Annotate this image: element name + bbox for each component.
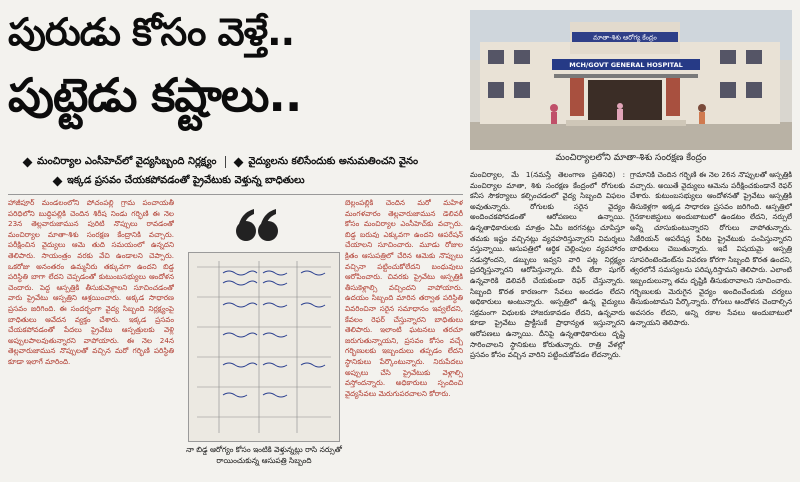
subheadline-2: వైద్యులను కలిసేందుకు అనుమతించని వైనం <box>248 156 419 167</box>
hospital-photo <box>470 10 792 150</box>
sign-top-text: మాతా-శిశు ఆరోగ్య కేంద్రం <box>593 33 657 42</box>
document-photo-caption: నా బిడ్డ ఆరోగ్యం కోసం ఇంటికి వెళ్తున్నట్లు రాసి నర్సుతో రాయించుకున్న ఆసుపత్రి సిబ్బంది <box>186 445 342 465</box>
consent-document-photo <box>188 252 340 442</box>
subheadline-1: మంచిర్యాల ఎంసీహెచ్‌లో వైద్యసిబ్బంది నిర్లక్ష్యం <box>37 156 217 167</box>
article-column-4: మంచిర్యాల, మే 1(నమస్తే తెలంగాణ ప్రతినిధి) : మంచిర్యాల మాతా, శిశు సంరక్షణ కేంద్రంలో రోగులకు కనీస సౌకర్యాలు కల్పించడంలో వైద్య సిబ్బంది విఫలం అవుతున్నారు. రోగులకు సరైన వైద్యం అందించకపోవడంతో ఆరోపణలు ఉన్నాయి. ఉన్నతాధికారులకు మాత్రం ఏమీ జరగనట్లు చూపిస్తూ తమకు ఇష్టం వచ్చినట్లు వ్యవహరిస్తున్నారని విమర్శలు వస్తున్నాయి. ఆసుపత్రిలో ఆర్థిక చెల్లింపుల వ్యవహారం నడుస్తోందని, డబ్బులు ఇవ్వని వారి పట్ల నిర్లక్ష్యం ప్రదర్శిస్తున్నారని ఆరోపిస్తున్నారు. బీపీ లేదా షుగర్‌ ఉన్నవారికి డెలివరీ చేయకుండా రెఫర్‌ చేస్తున్నారు. సిబ్బంది కొరత కారణంగా సేవలు అందడం లేదని అధికారులు అంటున్నారు. ఆస్పత్రిలో ఉన్న వైద్యులు సక్రమంగా విధులకు హాజరుకావడం లేదని, ఉన్నవారు కూడా ప్రైవేటు ప్రాక్టీసుకే ప్రాధాన్యత ఇస్తున్నారని ఆరోపణలు ఉన్నాయి. దీనిపై ఉన్నతాధికారులు దృష్టి సారించాలని స్థానికులు కోరుతున్నారు. రాత్రి వేళల్లో ప్రసవం కోసం వచ్చిన వారిని పట్టించుకోవడం లేదన్నారు. <box>470 170 625 360</box>
photo-caption: మంచిర్యాలలోని మాతా-శిశు సంరక్షణ కేంద్రం <box>555 153 707 163</box>
quote-mark-icon <box>232 205 282 245</box>
article-column-1: హాజీపూర్‌ మండలంలోని పోచంపల్లి గ్రామ పంచాయతీ పరిధిలోని బుద్ధిపల్లికి చెందిన శిరీష నిండు గర్భిణి ఈ నెల 23న తెల్లవారుజామున పురిటి నొప్పులు రావడంతో మంచిర్యాల మాతా-శిశు సంరక్షణ కేంద్రానికి వచ్చారు. పరీక్షించిన వైద్యులు ఆమె తుది సమయంలో ఉన్నదని తెలిపారు. సాయంత్రం వరకు వేచి ఉండాలని చెప్పారు. ఒకరోజు అనంతరం ఉమ్మనీరు తక్కువగా ఉందని బిడ్డ పరిస్థితి బాగా లేదని చెప్పడంతో కుటుంబసభ్యులు ఆందోళన చెందారు. పెద్ద ఆస్పత్రికి తీసుకువెళ్లాలని సూచించడంతో వారు ప్రైవేటు ఆస్పత్రిని ఆశ్రయించారు. అక్కడ సాధారణ ప్రసవం జరిగింది. ఈ సందర్భంగా వైద్య సిబ్బంది నిర్లక్ష్యంపై బాధితులు ఆవేదన వ్యక్తం చేశారు. ఇక్కడ ప్రసవం చేయకపోవడంతో పేదలు ప్రైవేటు ఆస్పత్రులకు వెళ్లి అప్పులపాలవుతున్నారని వాపోయారు. ఈ నెల 24న తెల్లవారుజామున నొప్పులతో వచ్చిన మరో గర్భిణి పరిస్థితి కూడా ఇలాగే మారింది. <box>8 198 174 366</box>
subheadline-row-1 <box>24 155 464 169</box>
subheadlines <box>24 155 464 193</box>
bullet-icon <box>53 176 63 186</box>
sign-main-text: MCH/GOVT GENERAL HOSPITAL <box>569 61 683 69</box>
headline-line1: పురుడు కోసం వెళ్తే.. <box>8 10 295 54</box>
bullet-icon <box>23 157 33 167</box>
article-column-3: బెల్లంపల్లికి చెందిన మరో మహిళ మంగళవారం తెల్లవారుజామున డెలివరీ కోసం మంచిర్యాల ఎంసీహెచ్‌కు వచ్చారు. బిడ్డ బరువు ఎక్కువగా ఉందని ఆపరేషన్‌ చేయాలని సూచించారు. మూడు రోజుల క్రితం ఆసుపత్రిలో చేరిన ఆమెకు నొప్పులు వచ్చినా పట్టించుకోలేదని బంధువులు ఆరోపించారు. చివరకు ప్రైవేటు ఆస్పత్రికి తీసుకెళ్లాల్సి వచ్చిందని వాపోయారు. ఉదయం సిబ్బంది మారిన తర్వాత పరిస్థితి వివరించినా సరైన సమాధానం ఇవ్వలేదని, కేవలం రెఫర్‌ చేస్తున్నారని బాధితులు తెలిపారు. ఇలాంటి ఘటనలు తరచూ జరుగుతున్నాయని, ప్రసవం కోసం వచ్చే గర్భిణులకు ఇబ్బందులు తప్పడం లేదని స్థానికులు పేర్కొంటున్నారు. నిరుపేదలు అప్పులు చేసి ప్రైవేటుకు వెళ్లాల్సి వస్తోందన్నారు. అధికారులు స్పందించి వైద్యసేవలు మెరుగుపరచాలని కోరారు. <box>345 198 463 398</box>
headline-line2: పుట్టెడు కష్టాలు.. <box>8 68 302 122</box>
bullet-icon <box>234 157 244 167</box>
section-rule <box>8 194 463 195</box>
divider <box>225 156 226 168</box>
article-column-5: గ్రామానికి చెందిన గర్భిణి ఈ నెల 26న నొప్పులతో ఆస్పత్రికి వచ్చారు. అయితే వైద్యులు ఆమెను పరీక్షించకుండానే రెఫర్‌ చేశారు. కుటుంబసభ్యులు ఆందోళనతో ప్రైవేటు ఆస్పత్రికి తీసుకెళ్లగా అక్కడ సాధారణ ప్రసవం జరిగింది. ఆస్పత్రిలో గైనకాలజిస్టులు అందుబాటులో ఉండటం లేదని, నర్సులే అన్నీ చూసుకుంటున్నారని రోగులు వాపోతున్నారు. సిజేరియన్‌ ఆపరేషన్ల పేరిట ప్రైవేటుకు పంపిస్తున్నారని బాధితులు చెబుతున్నారు. ఇదే విషయమై ఆస్పత్రి సూపరింటెండెంట్‌ను వివరణ కోరగా సిబ్బంది కొరత ఉందని, త్వరలోనే సమస్యలను పరిష్కరిస్తామని తెలిపారు. ఎలాంటి ఇబ్బందులున్నా తమ దృష్టికి తీసుకురావాలని సూచించారు. గర్భిణులకు మెరుగైన వైద్యం అందించేందుకు చర్యలు తీసుకుంటామని పేర్కొన్నారు. రోగులు ఆందోళన చెందాల్సిన అవసరం లేదని, అన్ని రకాల సేవలు అందుబాటులో ఉన్నాయని తెలిపారు. <box>630 170 792 328</box>
subheadline-row-2 <box>24 174 464 188</box>
subheadline-3: ఇక్కడ ప్రసవం చేయకపోవడంతో ప్రైవేటుకు వెళ్తున్న బాధితులు <box>67 175 305 186</box>
